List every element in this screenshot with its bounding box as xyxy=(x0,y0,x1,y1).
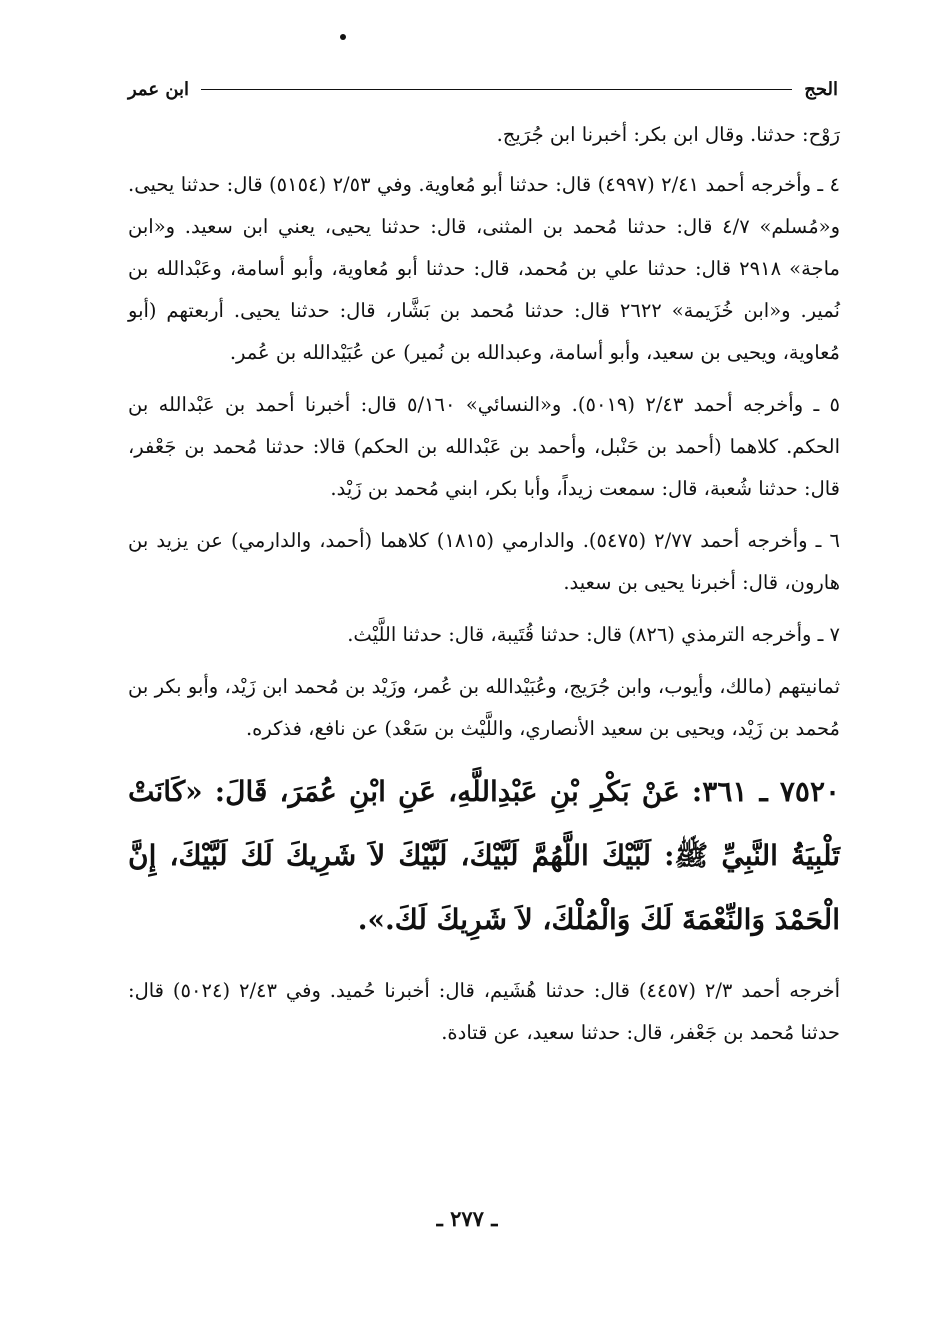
paragraph-continuation: رَوْح: حدثنا. وقال ابن بكر: أخبرنا ابن جُرَيج. xyxy=(496,123,840,146)
page-number: ـ ٢٧٧ ـ xyxy=(436,1206,498,1231)
page-mark xyxy=(340,34,346,40)
header-subject: ابن عمر xyxy=(128,78,190,100)
header-chapter: الحج xyxy=(804,78,838,100)
hadith-text: ٧٥٢٠ ـ ٣٦١: عَنْ بَكْرِ بْنِ عَبْدِاللَّهِ، عَنِ ابْنِ عُمَرَ، قَالَ: «كَانَتْ تَلْبِيَةُ النَّبِيِّ ﷺ: لَبَّيْكَ اللَّهُمَّ لَبَّيْكَ، لَبَّيْكَ لاَ شَرِيكَ لَكَ لَبَّيْكَ، إِنَّ الْحَمْدَ وَالنِّعْمَةَ لَكَ وَالْمُلْكَ، لاَ شَرِيكَ لَكَ.». xyxy=(128,775,841,936)
running-header xyxy=(128,74,838,104)
header-rule xyxy=(201,89,792,90)
page-body xyxy=(128,114,840,1064)
paragraph-summary: ثمانيتهم (مالك، وأيوب، وابن جُرَيج، وعُبَيْدالله بن عُمر، وزَيْد بن مُحمد ابن زَيْد، وأبو بكر بن مُحمد بن زَيْد، ويحيى بن سعيد الأنصاري، واللَّيْث بن سَعْد) عن نافع، فذكره. xyxy=(128,675,840,740)
paragraph-takhrij-4: ٤ ـ وأخرجه أحمد ٢/٤١ (٤٩٩٧) قال: حدثنا أبو مُعاوية. وفي ٢/٥٣ (٥١٥٤) قال: حدثنا يحيى. و«مُسلم» ٤/٧ قال: حدثنا مُحمد بن المثنى، قال: حدثنا يحيى، يعني ابن سعيد. و«ابن ماجة» ٢٩١٨ قال: حدثنا علي بن مُحمد، قال: حدثنا أبو مُعاوية، وأبو أسامة، وعَبْدالله بن نُمير. و«ابن خُزَيمة» ٢٦٢٢ قال: حدثنا مُحمد بن بَشَّار، قال: حدثنا يحيى. أربعتهم (أبو مُعاوية، ويحيى بن سعيد، وأبو أسامة، وعبدالله بن نُمير) عن عُبَيْدالله بن عُمر. xyxy=(128,173,840,364)
paragraph-closing: أخرجه أحمد ٢/٣ (٤٤٥٧) قال: حدثنا هُشَيم، قال: أخبرنا حُميد. وفي ٢/٤٣ (٥٠٢٤) قال: حدثنا مُحمد بن جَعْفر، قال: حدثنا سعيد، عن قتادة. xyxy=(128,979,840,1044)
paragraph-takhrij-5: ٥ ـ وأخرجه أحمد ٢/٤٣ (٥٠١٩). و«النسائي» ٥/١٦٠ قال: أخبرنا أحمد بن عَبْدالله بن الحكم. كلاهما (أحمد بن حَنْبل، وأحمد بن عَبْدالله بن الحكم) قالا: حدثنا مُحمد بن جَعْفر، قال: حدثنا شُعبة، قال: سمعت زيداً، وأبا بكر، ابني مُحمد بن زَيْد. xyxy=(128,393,840,500)
paragraph-takhrij-7: ٧ ـ وأخرجه الترمذي (٨٢٦) قال: حدثنا قُتَيبة، قال: حدثنا اللَّيْث. xyxy=(347,623,840,646)
paragraph-takhrij-6: ٦ ـ وأخرجه أحمد ٢/٧٧ (٥٤٧٥). والدارمي (١٨١٥) كلاهما (أحمد، والدارمي) عن يزيد بن هارون، قال: أخبرنا يحيى بن سعيد. xyxy=(128,529,840,594)
